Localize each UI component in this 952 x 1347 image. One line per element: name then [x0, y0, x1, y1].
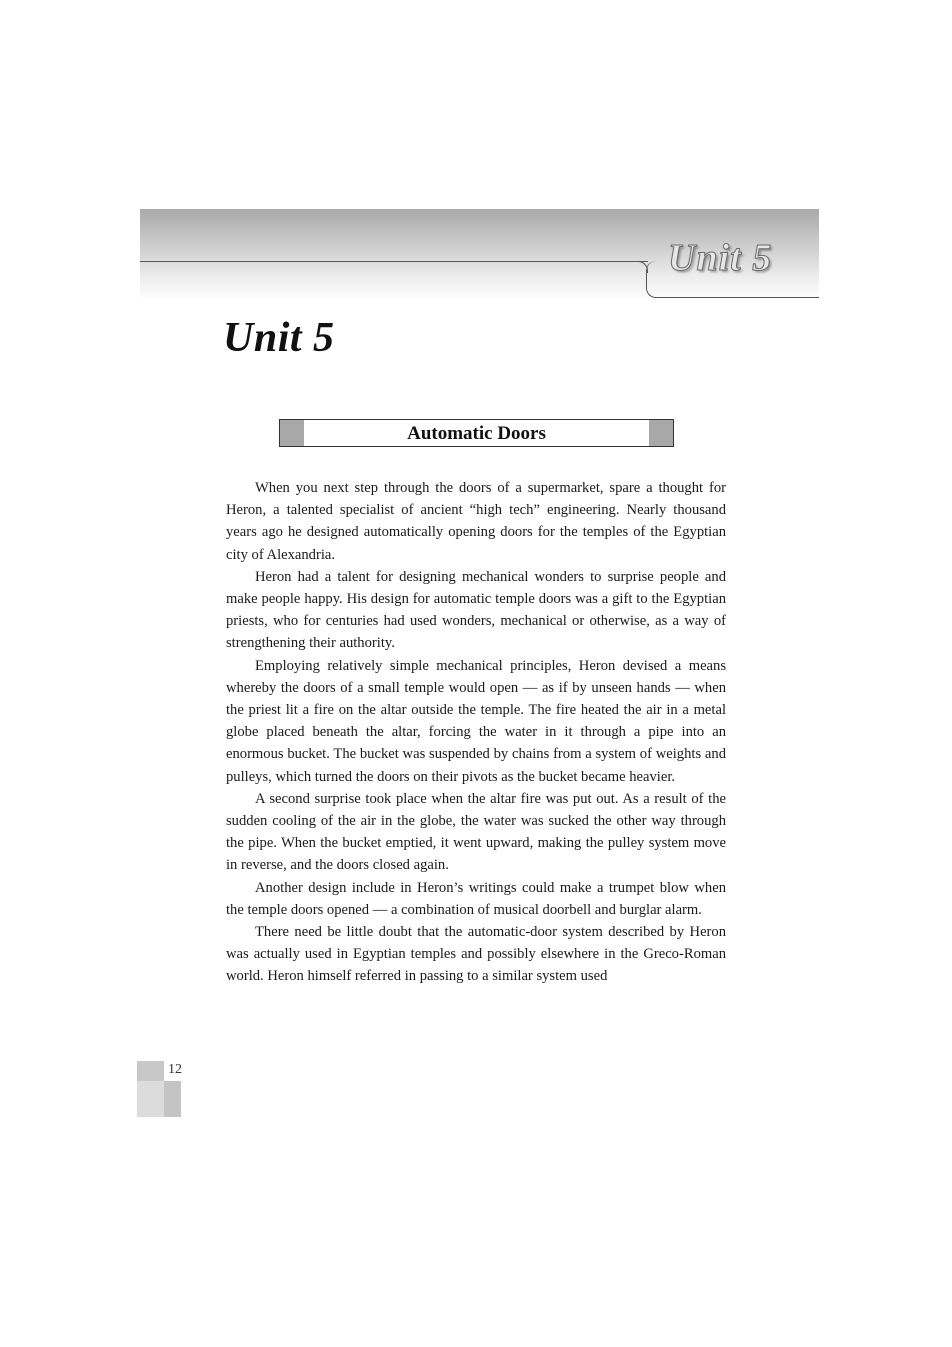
page-number: 12: [168, 1062, 182, 1077]
article-body: [226, 477, 726, 988]
title-box-left-bar: [280, 420, 304, 446]
paragraph: There need be little doubt that the automatic-door system described by Heron was actually used in Egyptian temples and possibly elsewhere in the Greco-Roman world. Heron himself referred in passing to a similar system used: [226, 924, 726, 985]
decoration-block: [137, 1061, 164, 1081]
header-unit-label: Unit 5: [668, 237, 773, 279]
article-title-box: [279, 419, 674, 447]
decoration-block: [164, 1081, 181, 1117]
article-title: Automatic Doors: [407, 423, 546, 444]
paragraph: A second surprise took place when the altar fire was put out. As a result of the sudden cooling of the air in the globe, the water was sucked the other way through the pipe. When the bucket emptied, it went upward, making the pulley system move in reverse, and the doors closed again.: [226, 790, 726, 874]
page-title: Unit 5: [223, 315, 335, 361]
paragraph: When you next step through the doors of a supermarket, spare a thought for Heron, a talented specialist of ancient “high tech” engineering. Nearly thousand years ago he designed automatically opening doors for the temples of the Egyptian city of Alexandria.: [226, 480, 726, 563]
paragraph: Heron had a talent for designing mechanical wonders to surprise people and make people happy. His design for automatic temple doors was a gift to the Egyptian priests, who for centuries had used wonders, mechanical or otherwise, as a way of strengthening their authority.: [226, 568, 726, 652]
decoration-block: [137, 1081, 164, 1117]
header-rule: [140, 261, 648, 262]
paragraph: Another design include in Heron’s writings could make a trumpet blow when the temple doors opened — a combination of musical doorbell and burglar alarm.: [226, 879, 726, 918]
title-box-right-bar: [649, 420, 673, 446]
paragraph: Employing relatively simple mechanical principles, Heron devised a means whereby the doors of a small temple would open — as if by unseen hands — when the priest lit a fire on the altar outside the temple. The fire heated the air in a metal globe placed beneath the altar, forcing the water in it through a pipe into an enormous bucket. The bucket was suspended by chains from a system of weights and pulleys, which turned the doors on their pivots as the bucket became heavier.: [226, 657, 726, 785]
